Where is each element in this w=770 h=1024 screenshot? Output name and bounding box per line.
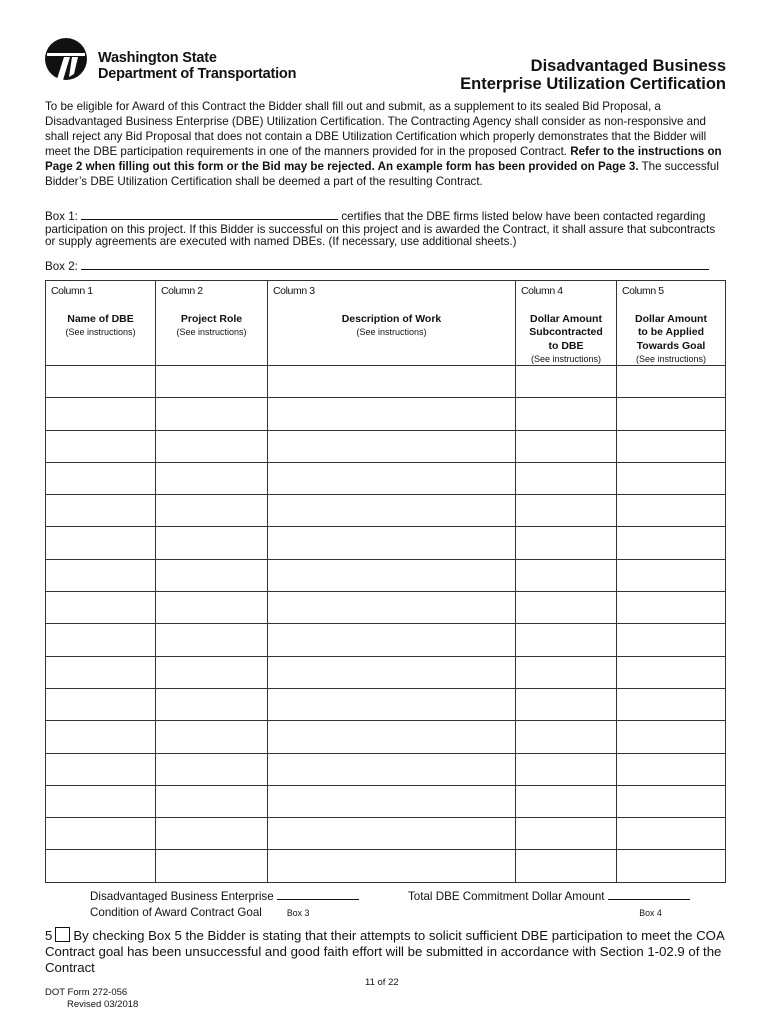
column-title xyxy=(516,313,616,365)
box3-label: Box 3 xyxy=(286,907,310,918)
table-cell[interactable] xyxy=(268,398,516,430)
table-cell[interactable] xyxy=(516,398,617,430)
table-cell[interactable] xyxy=(156,785,268,817)
table-cell[interactable] xyxy=(617,527,726,559)
table-cell[interactable] xyxy=(617,656,726,688)
table-cell[interactable] xyxy=(268,624,516,656)
org-line2: Department of Transportation xyxy=(98,66,297,82)
table-cell[interactable] xyxy=(156,366,268,398)
org-name xyxy=(98,50,296,82)
column-number: Column 2 xyxy=(161,285,203,297)
table-cell[interactable] xyxy=(156,721,268,753)
table-cell[interactable] xyxy=(156,624,268,656)
table-cell[interactable] xyxy=(617,850,726,882)
total-label: Total DBE Commitment Dollar Amount xyxy=(408,890,605,903)
column-header-4 xyxy=(516,281,617,366)
column-title-line1: Project Role xyxy=(180,313,243,325)
table-cell[interactable] xyxy=(156,688,268,720)
table-row xyxy=(46,592,726,624)
column-instructions: (See instructions) xyxy=(356,327,427,338)
column-header-5 xyxy=(617,281,726,366)
table-cell[interactable] xyxy=(268,721,516,753)
intro-bold: Refer to the instructions on Page 2 when filling out this form or the Bid may be rejected. An example form has been provided on Page 3. xyxy=(45,144,722,173)
table-row xyxy=(46,818,726,850)
table-cell[interactable] xyxy=(268,818,516,850)
box4-label: Box 4 xyxy=(639,907,662,918)
table-cell[interactable] xyxy=(156,753,268,785)
page-number: 11 of 22 xyxy=(365,977,399,988)
form-number-block xyxy=(45,987,138,1011)
column-title xyxy=(46,313,155,338)
column-title xyxy=(268,313,515,338)
table-cell[interactable] xyxy=(46,753,156,785)
table-cell[interactable] xyxy=(617,462,726,494)
column-title-line1: Name of DBE xyxy=(67,313,134,325)
table-cell[interactable] xyxy=(46,366,156,398)
table-cell[interactable] xyxy=(46,462,156,494)
column-title-line1: Dollar Amount xyxy=(530,313,602,325)
column-title-line1: Dollar Amount xyxy=(635,313,707,325)
box2-row xyxy=(45,259,725,273)
table-cell[interactable] xyxy=(268,592,516,624)
table-row xyxy=(46,753,726,785)
table-row xyxy=(46,495,726,527)
table-cell[interactable] xyxy=(617,398,726,430)
table-cell[interactable] xyxy=(268,527,516,559)
column-number: Column 3 xyxy=(273,285,315,297)
wsdot-logo-icon xyxy=(44,36,90,82)
box2-label: Box 2: xyxy=(45,260,78,273)
column-number: Column 1 xyxy=(51,285,93,297)
box5-number: 5 xyxy=(45,928,53,943)
table-cell[interactable] xyxy=(268,559,516,591)
box1-label: Box 1: xyxy=(45,210,78,223)
box1-bidder-field[interactable] xyxy=(81,209,338,220)
table-cell[interactable] xyxy=(46,398,156,430)
table-cell[interactable] xyxy=(516,785,617,817)
column-title xyxy=(617,313,725,365)
goal-label-line2: Condition of Award Contract Goal xyxy=(90,905,262,919)
title-line1: Disadvantaged Business xyxy=(530,57,726,75)
table-cell[interactable] xyxy=(516,430,617,462)
box5-text: By checking Box 5 the Bidder is stating that their attempts to solicit sufficient DBE participation to meet the COA Contract goal has been unsuccessful and good faith effort will be submitted in accordance with Section 1-02.9 of the Contract xyxy=(45,928,725,975)
box2-field[interactable] xyxy=(81,259,709,270)
column-header-3 xyxy=(268,281,516,366)
table-cell[interactable] xyxy=(617,721,726,753)
table-cell[interactable] xyxy=(268,495,516,527)
table-cell[interactable] xyxy=(617,559,726,591)
column-instructions: (See instructions) xyxy=(530,353,602,364)
table-cell[interactable] xyxy=(617,592,726,624)
table-row xyxy=(46,624,726,656)
table-cell[interactable] xyxy=(46,818,156,850)
column-title-line1: Description of Work xyxy=(341,313,442,325)
form-number: DOT Form 272-056 xyxy=(45,987,128,998)
table-row xyxy=(46,785,726,817)
table-cell[interactable] xyxy=(516,495,617,527)
intro-text1: To be eligible for Award of this Contract the Bidder shall fill out and submit, as a supplement to its sealed Bid Proposal, a Disadvantaged Business Enterprise (DBE) Utilization Certification. The Contracting Agency shall consider as non-responsive and shall reject any Bid Proposal that does not contain a DBE Utilization Certification which properly demonstrates that the Bidder will meet the DBE participation requirements in one of the manners provided for in the proposed Contract. xyxy=(45,100,707,158)
table-cell[interactable] xyxy=(46,656,156,688)
org-line1: Washington State xyxy=(98,50,217,66)
table-row xyxy=(46,850,726,882)
table-cell[interactable] xyxy=(268,785,516,817)
table-cell[interactable] xyxy=(156,559,268,591)
table-cell[interactable] xyxy=(156,462,268,494)
table-row xyxy=(46,462,726,494)
box4-field[interactable] xyxy=(608,889,690,900)
table-cell[interactable] xyxy=(516,624,617,656)
form-title xyxy=(460,57,726,93)
table-row xyxy=(46,398,726,430)
table-cell[interactable] xyxy=(156,398,268,430)
table-cell[interactable] xyxy=(516,366,617,398)
table-cell[interactable] xyxy=(617,688,726,720)
column-title-line3: to DBE xyxy=(548,339,584,352)
box1-text: certifies that the DBE firms listed below have been contacted regarding participation on this project. If this Bidder is successful on this project and is awarded the Contract, it shall assure that subcontracts or supply agreements are executed with named DBEs. (If necessary, use additional sheets.) xyxy=(45,210,716,249)
column-header-2 xyxy=(156,281,268,366)
table-cell[interactable] xyxy=(268,366,516,398)
column-instructions: (See instructions) xyxy=(176,327,247,338)
total-block xyxy=(408,889,690,921)
box3-field[interactable] xyxy=(277,889,359,900)
table-cell[interactable] xyxy=(46,527,156,559)
goal-label-line1: Disadvantaged Business Enterprise xyxy=(90,890,274,903)
table-cell[interactable] xyxy=(268,656,516,688)
table-cell[interactable] xyxy=(617,753,726,785)
table-cell[interactable] xyxy=(46,785,156,817)
box5-checkbox[interactable] xyxy=(55,927,70,942)
table-row xyxy=(46,688,726,720)
column-title-line2: Subcontracted xyxy=(529,326,603,339)
table-cell[interactable] xyxy=(156,656,268,688)
table-cell[interactable] xyxy=(46,592,156,624)
table-cell[interactable] xyxy=(516,527,617,559)
table-row xyxy=(46,559,726,591)
goal-block xyxy=(90,889,359,921)
table-cell[interactable] xyxy=(516,850,617,882)
table-cell[interactable] xyxy=(156,527,268,559)
table-cell[interactable] xyxy=(46,430,156,462)
table-cell[interactable] xyxy=(268,850,516,882)
column-title-line3: Towards Goal xyxy=(636,339,706,352)
table-cell[interactable] xyxy=(617,624,726,656)
column-instructions: (See instructions) xyxy=(65,327,136,338)
table-cell[interactable] xyxy=(268,462,516,494)
box1-paragraph xyxy=(45,209,725,249)
table-cell[interactable] xyxy=(268,688,516,720)
table-row xyxy=(46,721,726,753)
table-cell[interactable] xyxy=(617,818,726,850)
dbe-table xyxy=(45,280,726,883)
table-cell[interactable] xyxy=(516,818,617,850)
intro-paragraph xyxy=(45,100,725,189)
table-header-row xyxy=(46,281,726,366)
box5-paragraph xyxy=(45,927,735,976)
table-cell[interactable] xyxy=(156,850,268,882)
table-cell[interactable] xyxy=(516,656,617,688)
table-cell[interactable] xyxy=(46,624,156,656)
table-cell[interactable] xyxy=(516,559,617,591)
column-number: Column 5 xyxy=(622,285,664,297)
table-row xyxy=(46,656,726,688)
table-cell[interactable] xyxy=(156,495,268,527)
table-row xyxy=(46,430,726,462)
table-cell[interactable] xyxy=(516,592,617,624)
table-cell[interactable] xyxy=(156,592,268,624)
intro-text2: The successful Bidder’s DBE Utilization Certification shall be deemed a part of the resulting Contract. xyxy=(45,159,719,188)
table-row xyxy=(46,366,726,398)
table-cell[interactable] xyxy=(156,818,268,850)
table-cell[interactable] xyxy=(46,495,156,527)
table-cell[interactable] xyxy=(617,785,726,817)
table-cell[interactable] xyxy=(268,753,516,785)
table-cell[interactable] xyxy=(46,721,156,753)
table-cell[interactable] xyxy=(46,688,156,720)
column-header-1 xyxy=(46,281,156,366)
column-instructions: (See instructions) xyxy=(635,353,707,364)
table-row xyxy=(46,527,726,559)
column-number: Column 4 xyxy=(521,285,563,297)
table-cell[interactable] xyxy=(46,559,156,591)
table-cell[interactable] xyxy=(268,430,516,462)
title-line2: Enterprise Utilization Certification xyxy=(460,75,726,93)
column-title-line2: to be Applied xyxy=(637,326,705,339)
table-cell[interactable] xyxy=(516,688,617,720)
table-cell[interactable] xyxy=(516,753,617,785)
table-cell[interactable] xyxy=(617,495,726,527)
table-cell[interactable] xyxy=(46,850,156,882)
table-cell[interactable] xyxy=(617,366,726,398)
revised-date: Revised 03/2018 xyxy=(67,999,139,1011)
table-cell[interactable] xyxy=(617,430,726,462)
table-cell[interactable] xyxy=(156,430,268,462)
table-body xyxy=(46,366,726,883)
table-cell[interactable] xyxy=(516,462,617,494)
column-title xyxy=(156,313,267,338)
table-cell[interactable] xyxy=(516,721,617,753)
